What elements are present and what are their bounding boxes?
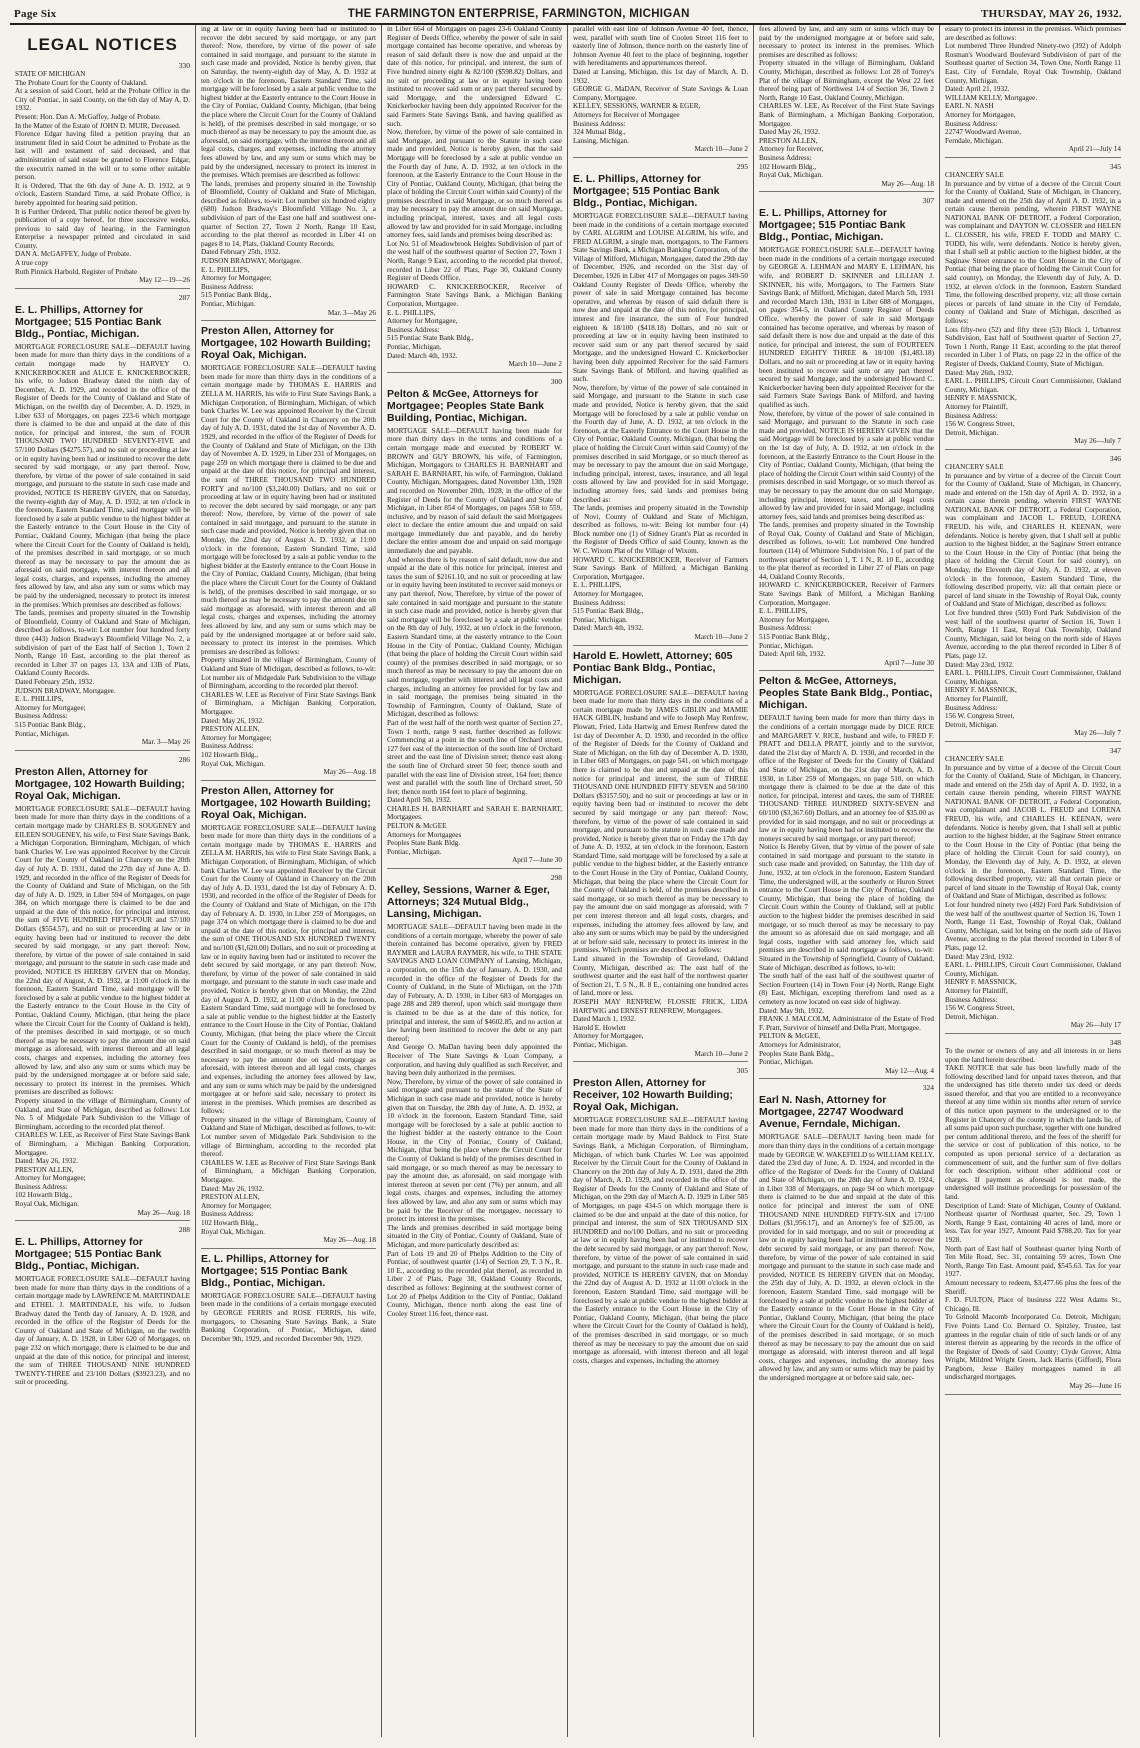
legal-notice [201, 1253, 376, 1344]
notice-footer [387, 822, 562, 869]
column-2 [196, 25, 382, 1737]
notice-heading: E. L. Phillips, Attorney for Mortgagee; 515 Pontiac Bank Bldg., Pontiac, Michigan. [15, 1236, 162, 1273]
notice-footer [15, 276, 190, 289]
notice-number: 347 [1109, 745, 1121, 755]
legal-notice [945, 25, 1121, 158]
legal-notice [15, 755, 190, 1222]
publication-dates: March 10—June 2 [694, 145, 748, 154]
attorney-block: PELTON & McGEE Attorneys for Mortgagees Peoples State Bank Bldg. Pontiac, Michigan. [387, 822, 462, 856]
notice-footer [573, 1024, 748, 1062]
publication-dates: April 7—June 30 [512, 856, 562, 865]
notice-heading: Pelton & McGee, Attorneys for Mortgagee; Peoples State Bank Building, Pontiac, Michigan. [387, 387, 544, 424]
notice-footer [759, 137, 934, 193]
legal-notice [387, 873, 562, 1318]
notice-body: To the owner or owners of any and all interests in or liens upon the land herein described. TAKE NOTICE that sale has been lawfully made of the following described land for unpaid taxes thereon, and that the undersigned has title thereto under tax deed or deeds issued therefor, and that you are entitled to a reconveyance thereof at any time within six months after return of service of this notice upon payment to the undersigned or to the Register in Chancery of the county in which the lands lie, of all sums paid upon such purchase, together with one hundred per centum additional thereto, and the fees of the sheriff for the service or cost of publication of this notice, to be computed as upon personal service of a declaration as commencement of suit, and the further sum of five dollars for each description, without other additional cost or charges. If payment as aforesaid is not made, the undersigned will institute proceedings for possession of the land. Description of Land: State of Michigan, County of Oakland. Northeast quarter of Northeast quarter, Sec. 29, Town 1 North, Range 9 East, containing 40 acres of land, more or less. Tax for year 1927, Amount Paid $788.20. Tax for year 1928. North part of East half of Southeast quarter lying North of Ten Mile Road, Sec. 31, containing 59 acres, Town One North, Range Ten East. Amount paid, $545.63. Tax for year 1927. Amount necessary to redeem, $3,477.66 plus the fees of the Sheriff. F. D. FULTON, Place of business 222 West Adams St., Chicago, Ill. To Grinold Macomb Incorporated Co. Detroit, Michigan; Five Points Land Co. Bernard O. Spitzley, Trustee, last grantees in the regular chain of title of such lands or of any interest therein as appearing by the records in the office of the Register of Deeds of said County; Clyde Grover, Alma Wright, Mildred Wright Green, Jack Harris (Gifford), Flora Pangborn, Jesse Bailey mortgagees named in all undischarged mortgages. [945, 1046, 1121, 1382]
legal-notice [945, 1038, 1121, 1395]
legal-notice [573, 162, 748, 646]
notice-number: 287 [178, 292, 190, 302]
publication-dates: Mar. 3—May 26 [141, 738, 190, 747]
attorney-block: E. L. PHILLIPS, Attorney for Mortgagee, Business Address: 515 Pontiac Bank Bldg., Pontiac, Michigan. Dated: March 4th, 1932. [573, 581, 644, 633]
notice-heading: E. L. Phillips, Attorney for Mortgagee; 515 Pontiac Bank Bldg., Pontiac, Michigan. [759, 207, 906, 244]
legal-notice [387, 25, 562, 373]
notice-footer [201, 266, 376, 322]
legal-notice [387, 377, 562, 869]
notice-footer [15, 695, 190, 751]
notice-number: 307 [922, 196, 934, 206]
attorney-block: E. L. PHILLIPS, Attorney for Mortgagee, Business Address: 515 Pontiac State Bank Bldg., Pontiac, Michigan. Dated: March 4th, 1932. [387, 308, 474, 360]
notice-body: CHANCERY SALE In pursuance and by virtue of a decree of the Circuit Court for the County of Oakland, State of Michigan, in Chancery, made and entered on the 25th day of April A. D. 1932, in a certain cause therein pending, wherein FIRST WAYNE NATIONAL BANK OF DETROIT, a Federal Corporation, was complainant and JACOB L. FREUD and LORENA FREUD, his wife, and CHARLES H. KEENAN, were defendants. Notice is hereby given, that I shall sell at public auction to the highest bidder, at the Saginaw Street entrance to the Court House in the City of Pontiac (that being the place of holding the Circuit Court for said county), on Monday, the Eleventh day of July, A. D. 1932, at eleven o'clock in the forenoon, Eastern Standard Time, the following described property, viz: all that certain piece or parcel of land situate in the Township of Royal Oak, county of Oakland and State of Michigan, described as follows: Lot four hundred ninety two (492) Ford Park Subdivision of the west half of the southwest quarter of Section 16, Town 1 North, Range 11 East, Township of Royal Oak, Oakland County, Michigan, said lot being on the north side of Hayes Avenue, according to the plat thereof recorded in Liber 8 of Plats, page 12. Dated: May 23rd, 1932. EARL L. PHILLIPS, Circuit Court Commissioner, Oakland County, Michigan. [945, 754, 1121, 978]
legal-notice [15, 293, 190, 751]
notice-footer [759, 607, 934, 671]
column-5 [754, 25, 940, 1737]
legal-notice [759, 675, 934, 1079]
notice-body: MORTGAGE FORECLOSURE SALE—DEFAULT having been made for more than thirty days in the conditions of a certain mortgage made by THOMAS E. HARRIS and ZELLA M. HARRIS, his wife to First State Savings Bank, a Michigan Corporation, of Birmingham, Michigan, of which bank Charles W. Lee was appointed Receiver by the Circuit Court for the County of Oakland in Chancery on the 20th day of July A. D. 1931, dated the 1st day of February A. D. 1930, and recorded in the office of the Register of Deeds for the County of Oakland and State of Michigan, on the 17th day of February A. D. 1930, in Liber 259 of Mortgages, on page 374 on which mortgage there is claimed to be due and unpaid at the date of this notice, for principal and interest, the sum of ONE THOUSAND SIX HUNDRED TWENTY and no/100 ($1,620.00) Dollars, and no suit or proceeding at law or in equity having been had or instituted to recover the debt secured by said mortgage, or any part thereof: Now, therefore, by virtue of the power of sale contained in said mortgage, and pursuant to the statute in such case made and provided, Notice is hereby given that on Monday, the 22nd day of August A. D. 1932, at 11:00 o'clock in the forenoon, Eastern Standard Time, said mortgage will be foreclosed by a sale at public vendue to the highest bidder at the Easterly entrance to the Court House in the City of Pontiac, Oakland County, Michigan, (that being the place where the Circuit Court for the County of Oakland is held), of the premises described in said mortgage, or so much thereof as may be necessary to pay the amount due on said mortgage as aforesaid, with interest thereon and all legal costs, charges and expenses, including the attorney fees allowed by law, and any sum or sums which may be paid by the undersigned mortgagee at or before said sale, necessary to protect its interest in the premises. Which premises are described as follows: Property situated in the village of Birmingham, County of Oakland and State of Michigan, described as follows, to-wit: Lot number seven of Midgedale Park Subdivision to the village of Birmingham, according to the recorded plat thereof. CHARLES W. LEE as Receiver of First State Savings Bank of Birmingham, a Michigan Banking Corporation, Mortgagee. Dated: May 26, 1932. [201, 823, 376, 1193]
notice-body: MORTGAGE FORECLOSURE SALE—DEFAULT having been made for more than thirty days in the conditions of a certain mortgage made by JAMES GIBLIN and MAMIE HACK GIBLIN, husband and wife to Joseph May Renfrew, Plowatt, Fried, Lida Hartwig and Ernest Renfrew dated the 1st day of December A. D. 1930, and recorded in the office of the Register of Deeds for the County of Oakland and State of Michigan, on the 6th day of December A. D. 1930, in Liber 683 of Mortgages, on page 541, on which mortgage there is claimed to be due and unpaid at the date of this notice for principal and interest, the sum of THREE THOUSAND ONE HUNDRED FIFTY SEVEN and 50/100 Dollars ($3157.50), and no suit or proceedings at law or in equity having been had or instituted to recover the debt secured by said mortgage or any part thereof: Now, therefore, by virtue of the power of sale contained in said mortgage, and pursuant to the statute in such case made and provided, Notice is hereby given that on Friday the 17th day of June A. D. 1932, at ten o'clock in the forenoon, Eastern Standard Time, said mortgage will be foreclosed by a sale at public vendue to the highest bidder, at the Easterly entrance to the Court House in the City of Pontiac, Oakland County, Michigan, that being the place where the Circuit Court for the County of Oakland is held, of the premises described in said mortgage, or so much thereof as may be necessary to pay the amount due on said mortgage as aforesaid, with 7 per cent interest thereon and all legal costs, charges, and expenses, including the attorney fees allowed by law, and also any sum or sums which may be paid by the undersigned at or before said sale, necessary to protect its interest in the premises. Which premises are described as follows: Land situated in the Township of Groveland, Oakland County, Michigan, described as: The east half of the southwest quarter and the east half of the northwest quarter of Section 21, T. 5 N., R. 8 E., containing one hundred acres of land, more or less. JOSEPH MAY RENFREW, FLOSSIE FRICK, LIDA HARTWIG and ERNEST RENFREW, Mortgagees. Dated March 1, 1932. [573, 688, 748, 1024]
notice-footer [573, 102, 748, 158]
page-label: Page Six [14, 8, 57, 20]
legal-notice [15, 61, 190, 289]
publication-dates: March 10—June 2 [694, 1049, 748, 1058]
attorney-block: Harold E. Howlett Attorney for Mortgagee, Pontiac, Michigan. [573, 1023, 644, 1049]
notice-heading: Harold E. Howlett, Attorney; 605 Pontiac Bank Bldg., Pontiac, Michigan. [573, 649, 733, 686]
notice-number: 346 [1109, 453, 1121, 463]
notice-heading: E. L. Phillips, Attorney for Mortgagee; 515 Pontiac Bank Bldg., Pontiac, Michigan. [15, 303, 162, 340]
notice-footer [387, 309, 562, 373]
legal-notice [759, 1083, 934, 1382]
notice-heading: E. L. Phillips, Attorney for Mortgagee; 515 Pontiac Bank Bldg., Pontiac, Michigan. [201, 1252, 348, 1289]
notice-number: 300 [550, 376, 562, 386]
notice-heading: Pelton & McGee, Attorneys, Peoples State Bank Bldg., Pontiac, Michigan. [759, 675, 933, 712]
publication-dates: May 26—July 17 [1070, 1021, 1121, 1030]
attorney-block: PRESTON ALLEN, Attorney for Mortgagee; Business Address: 102 Howarth Bldg., Royal Oak, Michigan. [201, 1193, 272, 1236]
attorney-block: HENRY F. MASSNICK, Attorney for Plaintiff, Business Address: 156 W. Congress Street, Detroit, Michigan. [945, 686, 1017, 729]
notice-body: MORTGAGE SALE—DEFAULT having been made in the conditions of a certain mortgage, whereby the power of sale therein contained has become operative, given by FRED RAYMER and LAURA RAYMER, his wife, to THE STATE SAVINGS AND LOAN COMPANY of Lansing, Michigan, a corporation, on the 15th day of January, A. D. 1930, and recorded in the office of the Register of Deeds for the County of Oakland, in the State of Michigan, on the 17th day of February, A. D. 1930, in Liber 683 of Mortgages on page 288 and 289 thereof, upon which said mortgage there is claimed to be due as at the date of this notice, for principal and interest, the sum of $4602.85, and no action at law having been instituted to recover the debt or any part thereof; And George O. MaDan having been duly appointed the Receiver of The State Savings & Loan Company, a corporation, and having duly qualified as such Receiver, and having been duly authorized in the premises. Now, Therefore, by virtue of the power of sale contained in said mortgage and pursuant to the statute of the State of Michigan in such case made and provided, notice is hereby given that on Tuesday, the 28th day of June, A. D. 1932, at 10 o'clock in the forenoon, Eastern Standard Time, said mortgage will be foreclosed by a sale at public auction to the highest bidder at the easterly entrance to the Court House, in the City of Pontiac, County of Oakland, Michigan, (that being the place where the Circuit Court for the County of Oakland is held) of the premises described in said mortgage, or so much thereof as may be necessary to pay the amount due, as aforesaid, on said mortgage with interest thereon at seven per cent (7%) per annum, and all legal costs, charges and expenses, including the attorney fees allowed by law, and also any sum or sums which may be paid by the Receiver of the mortgagee, necessary to protect its interest in the premises. The lands and premises described in said mortgage being situated in the City of Pontiac, County of Oakland, State of Michigan, and more particularly described as: Part of Lots 19 and 20 of Phelps Addition to the City of Pontiac, of southwest quarter (1/4) of Section 29, T. 3 N., R. 10 E., according to the recorded plat thereof, as recorded in Liber 2 of Plats, Page 38, Oakland County Records, described as follows: Beginning at the southwest corner of Lot 20 of Phelps Addition to the City of Pontiac, Oakland County, Michigan, thence north along the east line of Cooley Street 116 feet, thence east. [387, 923, 562, 1318]
notice-heading: Kelley, Sessions, Warner & Eger, Attorneys; 324 Mutual Bldg., Lansing, Michigan. [387, 884, 550, 921]
section-title: LEGAL NOTICES [27, 35, 178, 54]
legal-notice [573, 1066, 748, 1365]
notice-footer [945, 394, 1121, 450]
notice-body: essary to protect its interest in the premises. Which premises are described as follows: Lot numbered Three Hundred Ninety-two (392) of Adolph Rosman's Woodward Boulevard Subdivision of part of the Southeast quarter of Section 34, Town One, North Range 11 East, City of Ferndale, Royal Oak Township, Oakland County, Michigan. Dated: April 21, 1932. WILLIAM KELLY, Mortgagee. [945, 25, 1121, 102]
attorney-block: E. L. PHILLIPS, Attorney for Mortgagee, Business Address: 515 Pontiac Bank Bldg., Pontiac, Michigan. Dated: April 6th, 1932. [759, 607, 830, 659]
legal-notice [15, 1225, 190, 1387]
notice-footer [201, 725, 376, 781]
legal-notice [573, 650, 748, 1063]
notice-footer [945, 1382, 1121, 1395]
legal-notice [759, 196, 934, 671]
notice-number: 288 [178, 1225, 190, 1235]
attorney-block: PRESTON ALLEN, Attorney for Receiver, Business Address: 102 Howarth Bldg., Royal Oak, Michigan. [759, 136, 824, 180]
publication-dates: April 21—July 14 [1068, 145, 1121, 154]
legal-notice [945, 454, 1121, 742]
columns-container [10, 25, 1126, 1737]
column-6 [940, 25, 1126, 1737]
notice-number: 286 [178, 754, 190, 764]
notice-body: ing at law or in equity having been had or instituted to recover the debt secured by said mortgage, or any part thereof: Now, therefore, by virtue of the power of sale contained in said mortgage, and pursuant to the statute in such case made and provided, Notice is hereby given, that on Saturday, the twenty-eighth day of May, A. D. 1932 at ten o'clock in the forenoon, Eastern Standard Time, said mortgage will be foreclosed by a sale at public vendue to the highest bidder at the Easterly entrance to the Court House in the City of Pontiac, Oakland County, Michigan, (that being the place where the Circuit Court for the County of Oakland is held), of the premises described in said mortgage, or so much thereof as may be necessary to pay the amount due, as aforesaid, on said mortgage, with the interest thereon and all legal costs, charges, and expenses, including the attorney fees allowed by law, and any sum or sums which may be paid by the undersigned, necessary to protect its interest in the premises. Which premises are described as follows: The lands, premises and property situated in the Township of Bloomfield, County of Oakland and State of Michigan, described as follows, to-wit: Lot number six hundred eighty (680) Judson Bradway's Bloomfield Village No. 3, a subdivision of part of the East one half and southwest one-quarter of Section 27, Town 2 North, Range 10 East, according to the plat thereof as recorded in Liber 41 on pages 8 to 14, Plats, Oakland County Records. Dated February 25th, 1932. JUDSON BRADWAY, Mortgagee. [201, 25, 376, 266]
legal-notice [201, 785, 376, 1249]
publication-dates: May 26—Aug. 18 [323, 1236, 376, 1245]
notice-body: MORTGAGE FORECLOSURE SALE—DEFAULT having been made in the conditions of a certain mortgage executed by GEORGE FERRIS and ROSE FERRIS, his wife, mortgagors, to Chesaning State Savings Bank, a State Banking Corporation, of Pontiac, Michigan, dated December 9th, 1929, and recorded December 9th, 1929. [201, 1291, 376, 1343]
notice-number: 305 [736, 1066, 748, 1076]
attorney-block: PRESTON ALLEN, Attorney for Mortgagee; Business Address: 102 Howarth Bldg., Royal Oak, Michigan. [15, 1165, 86, 1209]
notice-number: 298 [550, 873, 562, 883]
notice-footer [15, 1166, 190, 1222]
attorney-block: E. L. PHILLIPS, Attorney for Mortgagee; Business Address: 515 Pontiac Bank Bldg., Pontiac, Michigan. [15, 695, 86, 738]
notice-footer [201, 1193, 376, 1249]
publication-dates: May 12—19—26 [139, 276, 190, 285]
publication-dates: May 26—June 16 [1069, 1382, 1121, 1391]
notice-heading: E. L. Phillips, Attorney for Mortgagee; 515 Pontiac Bank Bldg., Pontiac, Michigan. [573, 172, 720, 209]
notice-body: fees allowed by law, and any sum or sums which may be paid by the undersigned mortgagee at or before said sale, necessary to protect its interest in the premises. Which premises are described as follows: Property situated in the village of Birmingham, Oakland County, Michigan, described as follows: Lot 28 of Torrey's Plat of the village of Birmingham, except the West 22 feet thereof being part of Northwest 1/4 of Section 36, Town 2 North, Range 10 East, Oakland County, Michigan. CHARLES W. LEE, As Receiver of the First State Savings Bank of Birmingham, a Michigan Banking Corporation, Mortgagee. Dated May 26, 1932. [759, 25, 934, 137]
attorney-block: PELTON & McGEE, Attorneys for Administrator, Peoples State Bank Bldg., Pontiac, Michigan. [759, 1032, 841, 1067]
notice-footer [573, 581, 748, 645]
attorney-block: PRESTON ALLEN, Attorney for Mortgagee; Business Address: 102 Howarth Bldg., Royal Oak, Michigan. [201, 725, 272, 768]
publication-dates: May 26—Aug. 18 [137, 1208, 190, 1217]
publication-dates: May 26—Aug. 18 [881, 179, 934, 188]
notice-body: MORTGAGE FORECLOSURE SALE—DEFAULT having been made for more than thirty days in the conditions of a certain mortgage made by HARVEY O. KNICKERBOCKER and ALICE E. KNICKERBOCKER, his wife, to Judson Bradway dated the ninth day of December, A. D. 1929, and recorded in the office of the Register of Deeds for the County of Oakland and State of Michigan, on the twelfth day of December, A. D. 1929, in Liber 633 of Mortgages, on pages 223-6 which mortgage there is claimed to be due and unpaid at the date of this notice, for principal and interest, the sum of FOUR THOUSAND TWO HUNDRED SEVENTY-FIVE and 57/100 Dollars ($4275.57), and no suit or proceeding at law or in equity having been had or instituted to recover the debt secured by said mortgage, or any part thereof. Now, therefore, by virtue of the power of sale contained in said mortgage, and pursuant to the statute in such case made and provided, NOTICE IS HEREBY GIVEN, that on Saturday, the twenty-eighth day of May, A. D. 1932, at ten o'clock in the forenoon, Eastern Standard Time, said mortgage will be foreclosed by a sale at public vendue to the highest bidder at the Easterly entrance to the Court House in the City of Pontiac, Oakland County, Michigan (that being the place where the Circuit Court for the County of Oakland is held), of the premises described in said mortgage, or so much thereof as may be necessary to pay the amount due as aforesaid on said mortgage, with interest thereon and all legal costs, charges, and expenses, including the attorney fees allowed by law, and also any sum or sums which may be paid by the undersigned, necessary to protect its interest in the premises. Which premises are described as follows: The lands, premises and property situated in the Township of Bloomfield, County of Oakland and State of Michigan, described as follows, to-wit: Lot number four hundred forty three (443) Judson Bradway's Bloomfield Village No. 2, a subdivision of part of the East half of Section 1, Town 2 North, Range 10 East, according to the plat thereof as recorded in Liber 37 on pages 13, 13A and 13B of Plats, Oakland County Records. Dated February 25th, 1932. JUDSON BRADWAY, Mortgagee. [15, 342, 190, 695]
notice-heading: Preston Allen, Attorney for Receiver, 102 Howarth Building; Royal Oak, Michigan. [573, 1077, 733, 1114]
notice-body: MORTGAGE FORECLOSURE SALE—DEFAULT having been made in the conditions of a certain mortgage executed by GEORGE A. LEHMAN and MARY E. LEHMAN, his wife, and ROBERT D. SKINNER and LILLIAN J. SKINNER, his wife, Mortgagors, to The Farmers State Savings Bank, of Milford, Michigan, dated March 5th, 1931 and recorded March 13th, 1931 in Liber 688 of Mortgages, on pages 354-5, in Oakland County Register of Deeds Office, whereby the power of sale in said Mortgage contained has become operative, and whereas by reason of said default there is now due and unpaid at the date of this notice, for principal and interest, the sum of FOURTEEN HUNDRED EIGHTY THREE & 18/100 ($1,483.18) Dollars, and no suit or proceeding at law or in equity having been instituted to recover said sum or any part thereof secured by said Mortgage, and the undersigned Howard C. Knickerbocker having been duly appointed Receiver for the said Farmers State Savings Bank of Milford, and having qualified as such. Now, therefore, by virtue of the power of sale contained in said Mortgage, and pursuant to the Statute in such case made and provided, NOTICE IS HEREBY GIVEN that the said Mortgage will be foreclosed by a sale at public vendue on the 1st day of July, A. D. 1932, at ten o'clock in the forenoon, at the Easterly Entrance to the Court House in the City of Pontiac, Oakland County, Michigan, (that being the place of holding the Circuit Court within said County) of the premises described in said Mortgage, or so much thereof as may be necessary to pay the amount due on said Mortgage, including principal, interest, taxes, and all legal costs allowed by law and provided for in said Mortgage, including attorney fees, said lands and premises being described as: The lands, premises and property situated in the Township of Royal Oak, County of Oakland and State of Michigan, described as follows, to-wit: Lot numbered One hundred fourteen (114) of Whitmore Subdivision No. 1 of part of the northwest quarter of Section 1, T. 1 N., R. 10 E., according to the plat thereof as recorded in Liber 27 of Plats on page 44, Oakland County Records. HOWARD C. KNICKERBOCKER, Receiver of Farmers State Savings Bank of Milford, a Michigan Banking Corporation, Mortgagee. [759, 246, 934, 607]
column-4 [568, 25, 754, 1737]
notice-body: MORTGAGE FORECLOSURE SALE—DEFAULT having been made for more than thirty days in the conditions of a certain mortgage made by LAWRENCE M. MARTINDALE and ETHEL J. MARTINDALE, his wife, to Judson Bradway dated the Tenth day of January, A. D. 1928, and recorded in the office of the Register of Deeds for the County of Oakland and State of Michigan, on the twelfth day of January, A. D. 1928, in Liber 620 of Mortgages, on page 232 on which mortgage, there is claimed to be due and unpaid at the date of this notice, for principal and interest, the sum of THREE THOUSAND NINE HUNDRED TWENTY-THREE and 23/100 Dollars ($3923.23), and no suit or proceeding. [15, 1275, 190, 1387]
notice-body: DEFAULT having been made for more than thirty days in the conditions of a certain mortgage made by DICE RICE and MARGARET V. RICE, husband and wife, to FRED F. PRATT and DELLA PRATT, jointly and to the survivor, dated the 21st day of March A. D. 1930, and recorded in the office of the Register of Deeds for the County of Oakland and State of Michigan, on the 21st day of March, A. D. 1930, in Liber 259 of Mortgages, on page 510, on which mortgage there is claimed to be due at the date of this notice, for principal, interest and taxes, the sum of THREE THOUSAND THREE HUNDRED SIXTY-SEVEN and 60/100 ($3,367.60) Dollars, and an attorney fee of $35.00 as provided for in said mortgage, and no suit or proceedings at law or in equity having been had or instituted to recover the moneys secured by said mortgage, or any part thereof; Notice Is Hereby Given, that by virtue of the power of sale contained in said mortgage and pursuant to the statute in such case made and provided, on Saturday, the 11th day of June, 1932, at ten o'clock in the forenoon, Eastern Standard Time, the undersigned will, at the southerly or Huron Street entrance to the Court House in the City of Pontiac, Oakland County, Michigan, that being the place of holding the Circuit Court within the County of Oakland, sell at public auction to the highest bidder the premises described in said mortgage, or so much thereof as may be necessary to pay the amount so as aforesaid due on said mortgage, and all legal costs, together with said attorney fee, which said premises are described in said mortgage as follows, to-wit: Situated in the Township of Springfield, County of Oakland, State of Michigan, described as follows, to-wit: The south half of the east half of the southwest quarter of Section Fourteen (14) in Town Four (4) North, Range Eight (8) East, Michigan, excepting therefrom land used as a cemetery as now located on east side of highway. Dated: May 9th, 1932. FRANK J. MALCOLM, Administrator of the Estate of Fred F. Pratt, Survivor of himself and Della Pratt, Mortgagee. [759, 714, 934, 1032]
publication-dates: May 12—Aug. 4 [885, 1066, 934, 1075]
notice-footer [945, 978, 1121, 1034]
legal-notice [759, 25, 934, 192]
publication-dates: Mar. 3—May 26 [327, 308, 376, 317]
notice-body: in Liber 664 of Mortgages on pages 23-6 Oakland County Register of Deeds Office, whereby the power of sale in said mortgage contained has become operative, and whereas by reason of said default there is now due and unpaid at the date of this notice, for principal, and interest, the sum of Five hundred ninety eight & 82/100 ($598.82) Dollars, and no suit or proceeding at law or in equity having been instituted to recover said sum or any part thereof secured by said Mortgage, and the undersigned Edward C. Knickerbocker having been duly appointed Receiver for the said Farmers State Savings Bank, and having qualified as such. Now, therefore, by virtue of the power of sale contained in said Mortgage, and pursuant to the Statute in such case made and provided, Notice is hereby given, that the said Mortgage will be foreclosed by a sale at public vendue on the Fourth day of June, A. D. 1932, at ten o'clock in the forenoon, at the Easterly Entrance to the Court House in the City of Pontiac, Oakland County, Michigan, (that being the place of holding the Circuit Court within said County) of the premises described in said Mortgage, or so much thereof as may be necessary to pay the amount due on said Mortgage, including principal, interest, taxes and all legal costs allowed by law and provided for in said Mortgage, including attorney fees, said lands and premises being described as: Lot No. 51 of Meadowbrook Heights Subdivision of part of the west half of the southwest quarter of Section 27, Town 1 North, Range 9 East, according to the recorded plat thereof, recorded in Liber 22 of Plats, Page 30, Oakland County Register of Deeds Office. HOWARD C. KNICKERBOCKER, Receiver of Farmington State Savings Bank, a Michigan Banking Corporation, Mortgagee. [387, 25, 562, 308]
notice-number: 324 [922, 1083, 934, 1093]
notice-number: 348 [1109, 1037, 1121, 1047]
publication-dates: May 26—July 7 [1074, 729, 1121, 738]
legal-notice [201, 325, 376, 781]
legal-notice [201, 25, 376, 321]
attorney-block: HENRY F. MASSNICK, Attorney for Plaintiff, Business Address: 156 W. Congress Street, Detroit, Michigan. [945, 978, 1017, 1021]
paper-title: THE FARMINGTON ENTERPRISE, FARMINGTON, MICHIGAN [347, 8, 690, 20]
notice-body: MORTGAGE FORECLOSURE SALE—DEFAULT having been made for more than thirty days in the conditions of a certain mortgage made by THOMAS E. HARRIS and ZELLA M. HARRIS, his wife to First State Savings Bank, a Michigan Corporation, of Birmingham, Michigan, of which bank Charles W. Lee was appointed Receiver by the Circuit Court for the County of Oakland in Chancery on the 20th day of July A. D. 1931, dated the 1st day of November A. D. 1929, and recorded in the office of the Register of Deeds for the County of Oakland and State of Michigan, on the 13th day of November A. D. 1929, in Liber 231 of Mortgages, on page 259 on which mortgage there is claimed to be due and unpaid at the date of this notice, for principal and interest, the sum of THREE THOUSAND TWO HUNDRED FORTY and no/100 ($3,240.00) Dollars, and no suit or proceeding at law or in equity having been had or instituted to recover the debt secured by said mortgage, or any part thereof: Now, therefore, by virtue of the power of sale contained in said mortgage, and pursuant to the statute in such case made and provided, Notice is hereby given that on Monday, the 22nd day of August A. D. 1932, at 11:00 o'clock in the forenoon, Eastern Standard Time, said mortgage will be foreclosed by a sale at public vendue to the highest bidder at the Easterly entrance to the Court House in the City of Pontiac, Oakland County, Michigan, (that being the place where the Circuit Court for the County of Oakland is held), of the premises described in said mortgage, or so much thereof as may be necessary to pay the amount due on said mortgage as aforesaid, with interest thereon and all legal costs, charges and expenses, including the attorney fees allowed by law, and any sum or sums which may be paid by the undersigned mortgagee at or before said sale, necessary to protect its interest in the premises. Which premises are described as follows: Property situated in the village of Birmingham, County of Oakland and State of Michigan, described as follows, to-wit: Lot number six of Midgedale Park Subdivision to the village of Birmingham, according to the recorded plat thereof. CHARLES W. LEE as Receiver of First State Savings Bank of Birmingham, a Michigan Banking Corporation, Mortgagee. Dated: May 26, 1932. [201, 364, 376, 725]
notice-footer [945, 102, 1121, 158]
notice-footer [759, 1032, 934, 1079]
attorney-block: HENRY F. MASSNICK, Attorney for Plaintiff, Business Address: 156 W. Congress Street, Detroit, Michigan. [945, 394, 1017, 437]
notice-body: MORTGAGE FORECLOSURE SALE—DEFAULT having been made in the conditions of a certain mortgage executed by CARL ALGRIM and LOUISE ALGRIM, his wife, and FRED ALGRIM, a single man, mortgagors, to The Farmers State Savings Bank, a Michigan Banking Corporation, of the Village of Milford, Michigan, Mortgagee, dated the 29th day of December, 1926, and recorded on the 31st day of December, 1926 in Liber 417 of Mortgages on pages 349-50 Oakland County Register of Deeds Office, whereby the power of sale in said Mortgage contained has become operative, and whereas by reason of said default there is now due and unpaid at the date of this notice, for principal, interest and fire insurance, the sum of Four hundred eighteen & 18/100 ($418.18) Dollars, and no suit or proceeding at law or in equity having been instituted to recover said sum or any part thereof secured by said Mortgage, and the undersigned Howard C. Knickerbocker having been duly appointed Receiver for the said Farmers State Savings Bank of Milford, and having qualified as such. Now, therefore, by virtue of the power of sale contained in said Mortgage, and pursuant to the Statute in such case made and provided, Notice is hereby given, that the said Mortgage will be foreclosed by a sale at public vendue on the Fourth day of June, A. D. 1932, at ten o'clock in the forenoon, at the Easterly Entrance to the Court House in the City of Pontiac, Oakland County, Michigan, (that being the place of holding the Circuit Court within said County) of the premises described in said Mortgage, or so much thereof as may be necessary to pay the amount due on said Mortgage, including principal, interest, taxes, insurance, and all legal costs allowed by law and provided for in said Mortgage, including attorney fees, said lands and premises being described as: The lands, premises and property situated in the Township of Novi, County of Oakland and State of Michigan, described as follows, to-wit: Being lot number four (4) Block number one (1) of Sidney Grant's Plat as recorded in the Register of Deeds Office of said County, known as the W. C. Wixom Plat of the Village of Wixom. HOWARD C. KNICKERBOCKER, Receiver of Farmers State Savings Bank of Milford, a Michigan Banking Corporation, Mortgagee. [573, 211, 749, 581]
notice-heading: Preston Allen, Attorney for Mortgagee, 102 Howarth Building; Royal Oak, Michigan. [201, 784, 371, 821]
issue-date: THURSDAY, MAY 26, 1932. [981, 8, 1122, 20]
legal-notice [573, 25, 748, 158]
attorney-block: KELLEY, SESSIONS, WARNER & EGER, Attorneys for Receiver of Mortgagee Business Address: 324 Mutual Bldg., Lansing, Michigan. [573, 102, 701, 145]
notice-body: CHANCERY SALE In pursuance and by virtue of a decree of the Circuit Court for the County of Oakland, State of Michigan, in Chancery, made and entered on the 15th day of April A. D. 1932, in a certain cause therein pending, wherein FIRST WAYNE NATIONAL BANK OF DETROIT, a Federal Corporation, was complainant and JACOB L. FREUD, LORENA FREUD, his wife, and CHARLES H. KEENAN, were defendants. Notice is hereby given, that I shall sell at public auction to the highest bidder, at the Saginaw Street entrance to the Court House in the City of Pontiac (that being the place of holding the Circuit Court for said county), on Monday, the Eleventh day of July, A. D. 1932, at eleven o'clock in the forenoon, Eastern Standard Time, the following described property, viz: all that certain piece or parcel of land situate in the Township of Royal Oak, county of Oakland and State of Michigan, described as follows: Lot five hundred three (503) Ford Park Subdivision of the west half of the southwest quarter of Section 16, Town 1 North, Range 11 East, Royal Oak Township, Oakland County, Michigan, said lot being on the north side of Hayes Avenue, according to the plat thereof recorded in Liber 8 of Plats, page 12. Dated: May 23rd, 1932. EARL L. PHILLIPS, Circuit Court Commissioner, Oakland County, Michigan. [945, 462, 1121, 686]
notice-body: STATE OF MICHIGAN The Probate Court for the County of Oakland. At a session of said Court, held at the Probate Office in the City of Pontiac, in said County, on the 6th day of May A. D. 1932. Present: Hon. Dan A. McGaffey, Judge of Probate. In the Matter of the Estate of JOHN D. MUIR, Deceased. Florence Edgar having filed a petition praying that an instrument filed in said Court be admitted to Probate as the last will and testament of said deceased, and that administration of said estate be granted to Florence Edgar, the executrix named in the will or to some other suitable person. It is Ordered, That the 6th day of June A. D. 1932, at 9 o'clock, Eastern Standard Time, at said Probate Office, is hereby appointed for hearing said petition. It is Further Ordered, That public notice thereof be given by publication of a copy hereof, for three successive weeks, previous to said day of hearing, in the Farmington Enterprise a newspaper printed and circulated in said County. DAN A. McGAFFEY, Judge of Probate. A true copy Ruth Pinnick Harbold, Register of Probate [15, 70, 190, 276]
notice-heading: Earl N. Nash, Attorney for Mortgagee, 22747 Woodward Avenue, Ferndale, Michigan. [759, 1094, 904, 1131]
notice-footer [945, 686, 1121, 742]
publication-dates: March 10—June 2 [694, 633, 748, 641]
notice-heading: Preston Allen, Attorney for Mortgagee, 102 Howarth Building; Royal Oak, Michigan. [201, 325, 371, 362]
notice-body: MORTGAGE FORECLOSURE SALE—DEFAULT having been made for more than thirty days in the conditions of a certain mortgage made by Maud Baldock to First State Savings Bank, a Michigan Corporation, of Birmingham, Michigan, of which bank Charles W. Lee was appointed Receiver by the Circuit Court for the County of Oakland in Chancery on the 20th day of July A. D. 1931, dated the 20th day of March, A. D. 1929, and recorded in the office of the Register of Deeds for the County of Oakland and State of Michigan, on the 29th day of March A. D. 1929 in Liber 585 of Mortgages, on page 434-5 on which mortgage there is claimed to be due and unpaid at the date of this notice, for principal and interest, the sum of SIX THOUSAND SIX HUNDRED and no/100 Dollars, and no suit or proceeding at law or in equity having been had or instituted to recover the debt secured by said mortgage, or any part thereof: Now, therefore, by virtue of the power of sale contained in said mortgage, and pursuant to the statute in such case made and provided, NOTICE IS HEREBY GIVEN, that on Monday the 22nd day of August A. D. 1932 at 11:00 o'clock in the forenoon, Eastern Standard Time, said mortgage will be foreclosed by a sale at public vendue to the highest bidder at the Easterly entrance to the Court House in the City of Pontiac, Oakland County, Michigan, (that being the place where the Circuit Court for the County of Oakland is held), of the premises described in said mortgage, or so much thereof as may be necessary to pay the amount due on said mortgage as aforesaid, with interest thereon and all legal costs, charges and expenses, including the attorney [573, 1116, 748, 1365]
notice-body: MORTGAGE FORECLOSURE SALE—DEFAULT having been made for more than thirty days in the conditions of a certain mortgage made by CHARLES B. SOUGENEY and EILEEN SOUGENEY, his wife, to First State Savings Bank, a Michigan Corporation, Birmingham, Michigan, of which bank Charles W. Lee was appointed Receiver by the Circuit Court for the County of Oakland in Chancery on the 20th day of July A. D. 1931, dated the 27th day of June A. D. 1929, and recorded in the office of the Register of Deeds for the County of Oakland and State of Michigan, on the 5th day of July A. D. 1929, in Liber 594 of Mortgages, on page 384, on which mortgage there is claimed to be due and unpaid at the date of this notice, for principal and interest, the sum of FIVE HUNDRED FIFTY-FOUR and 57/100 Dollars ($554.57), and no suit or proceeding at law or in equity having been had or instituted to recover the debt secured by said mortgage, or any part thereof: Now, therefore, by virtue of the power of sale contained in said mortgage, and pursuant to the statute in such case made and provided, NOTICE IS HEREBY GIVEN that on Monday, the 22nd day of August, A. D. 1932, at 11:00 o'clock in the forenoon, Eastern Standard Time, said mortgage will be foreclosed by a sale at public vendue to the highest bidder at the Easterly entrance to the Court House in the City of Pontiac, Oakland County, Michigan, (that being the place where the Circuit Court for the County of Oakland is held), of the premises described in said mortgage, or so much thereof as may be necessary to pay the amount due on said mortgage as aforesaid, with interest thereon and all legal costs, charges and expenses, including the attorney fees allowed by law, and also any sum or sums which may be paid by the undersigned mortgagee at or before said sale, necessary to protect its interest in the premises. Which premises are described as follows: Property situated in the village of Birmingham, County of Oakland, and State of Michigan, described as follows: Lot No. 5 of Midgedale Park Subdivision to the Village of Birmingham, according to the recorded plat thereof. CHARLES W. LEE, as Receiver of First State Savings Bank of Birmingham, a Michigan Banking Corporation, Mortgagee. Dated: May 26, 1932. [15, 804, 190, 1166]
notice-body: MORTGAGE SALE—DEFAULT having been made for more than thirty days in the terms and conditions of a certain mortgage made and executed by ROBERT W. BROWN and GUY BROWN, his wife, of Farmington, Michigan, Mortgagors to CHARLES H. BARNHART and SARAH E. BARNHART, his wife, of Farmington, Oakland County, Michigan, Mortgagees, dated November 13th, 1928 and recorded on November 20th, 1928, in the office of the Register of Deeds for the County of Oakland and State of Michigan, in Liber 854 of Mortgages, on pages 558 to 559, inclusive, and by reason of said default the said Mortgagees elect to declare the entire amount due and unpaid on said mortgage immediately due and payable, and do hereby declare the entire amount due and unpaid on said mortgage immediately due and payable. And whereas there is by reason of said default, now due and unpaid at the date of this notice for principal, interest and taxes the sum of $2161.10, and no suit or proceeding at law or in equity having been instituted to recover said moneys or any part thereof, Now, Therefore, by virtue of the power of sale contained in said mortgage and pursuant to the statute in such case made and provided, notice is hereby given that said mortgage will be foreclosed by a sale at public vendue on the 8th day of July, 1932, at ten o'clock in the forenoon, Eastern Standard time, at the easterly entrance to the Court House in the City of Pontiac, Oakland County, Michigan (that being the place of holding the Circuit Court within said county) of the premises described in said mortgage, or so much thereof as may be necessary to pay the amount due on said mortgage, together with interest and all legal costs and charges, including an attorney fee provided for by law and in said mortgage, the premises being situated in the Township of Farmington, County of Oakland, State of Michigan, described as follows: Part of the west half of the north west quarter of Section 27, Town 1 north, range 9 east, further described as follows: Commencing at a point in the south line of Orchard street, 127 feet east of the intersection of the south line of Orchard street and the east line of Division street; thence east along the south line of Orchard street 50 feet; thence south and parallel with the east line of Division street, 164 feet; thence west and parallel with the south line of Orchard street, 50 feet; thence north 164 feet to place of beginning. Dated April 5th, 1932. CHARLES H. BARNHART and SARAH E. BARNHART, Mortgagees. [387, 426, 562, 822]
notice-heading: Preston Allen, Attorney for Mortgagee, 102 Howarth Building; Royal Oak, Michigan. [15, 765, 185, 802]
notice-number: 345 [1109, 161, 1121, 171]
column-3 [382, 25, 568, 1737]
notice-number: 295 [736, 161, 748, 171]
notice-body: MORTGAGE SALE—DEFAULT having been made for more than thirty days in the conditions of a certain mortgage made by GEORGE W. WAKEFIELD to WILLIAM KELLY, dated the 23rd day of June, A. D. 1924, and recorded in the office of the Register of Deeds for the County of Oakland and State of Michigan, on the 28th day of June A. D. 1924, in Liber 338 of Mortgages, on page 94 on which mortgage there is claimed to be due and unpaid at the date of this notice for principal and interest the sum of ONE THOUSAND NINE HUNDRED FIFTY-SIX and 17/100 Dollars ($1,956.17), and an Attorney's fee of $25.00, as provided for in said mortgage, and no suit or proceeding at law or in equity having been had or instituted to recover the debt secured by said mortgage, or any part thereof: Now, therefore, by virtue of the power of sale contained in said mortgage and pursuant to the statute in such case made and provided, NOTICE IS HEREBY GIVEN that on Monday, the 25th day of July, A. D. 1932, at eleven o'clock in the forenoon, Eastern Standard Time, said mortgage will be foreclosed by a sale at public vendue to the highest bidder at the Easterly entrance to the Court House in the City of Pontiac, Oakland County, Michigan, (that being the place where the Circuit Court for the County of Oakland is held), of the premises described in said mortgage, or so much thereof as may be necessary to pay the amount due on said mortgage as aforesaid, with interest thereon and all legal costs, charges and expenses, including the attorney fees allowed by law, and any sum or sums which may be paid by the undersigned mortgagee at or before said sale, nec- [759, 1133, 934, 1382]
publication-dates: May 26—Aug. 18 [323, 768, 376, 777]
publication-dates: April 7—June 30 [884, 658, 934, 667]
attorney-block: E. L. PHILLIPS, Attorney for Mortgagee; Business Address: 515 Pontiac Bank Bldg., Pontiac, Michigan. [201, 265, 272, 308]
notice-body: CHANCERY SALE In pursuance and by virtue of a decree of the Circuit Court for the County of Oakland, State of Michigan, in Chancery, made and entered on the 25th day of April A. D. 1932, in a certain cause therein pending, wherein FIRST WAYNE NATIONAL BANK OF DETROIT, a Federal Corporation, was complainant and DAYTON W. CLOSSER and HELEN L. CLOSSER, his wife, FRED F. TODD and MARY C. TODD, his wife, were defendants. Notice is hereby given, that I shall sell at public auction to the highest bidder, at the Saginaw Street entrance to the Court House in the City of Pontiac (that being the place of holding the Circuit Court for said county), on Monday, the Eleventh day of July, A. D. 1932, at eleven o'clock in the forenoon, Eastern Standard Time, the following described property, viz: all those certain pieces or parcels of land situate in the City of Ferndale, county of Oakland and State of Michigan, described as follows: Lots fifty-two (52) and fifty three (53) Block 1, Urbanrest Subdivision, East half of Southwest quarter of Section 27, Town 1 North, Range 11 East, according to the plat thereof recorded in Liber 1 of Plats, on page 22 in the office of the Register of Deeds, Oakland County, State of Michigan. Dated: May 26th, 1932. EARL L. PHILLIPS, Circuit Court Commissioner, Oakland County, Michigan. [945, 170, 1121, 394]
publication-dates: March 10—June 2 [508, 360, 562, 369]
column-1 [10, 25, 196, 1737]
notice-body: parallel with east line of Johnson Avenue 40 feet, thence, west, parallel with south line of Coolen Street 116 feet to easterly line of Johnson, thence north on the easterly line of Johnson Avenue 40 feet to the place of beginning, together with hereditaments and appurtenances thereof. Dated at Lansing, Michigan, this 1st day of March, A. D. 1932. GEORGE G. MaDAN, Receiver of State Savings & Loan Company, Mortgagee. [573, 25, 748, 102]
attorney-block: EARL N. NASH Attorney for Mortgagee, Business Address: 22747 Woodward Avenue, Ferndale, Michigan. [945, 102, 1022, 145]
legal-notice [945, 746, 1121, 1034]
legal-notice [945, 162, 1121, 450]
publication-dates: May 26—July 7 [1074, 437, 1121, 446]
notice-number: 330 [178, 61, 190, 70]
masthead [10, 6, 1126, 25]
